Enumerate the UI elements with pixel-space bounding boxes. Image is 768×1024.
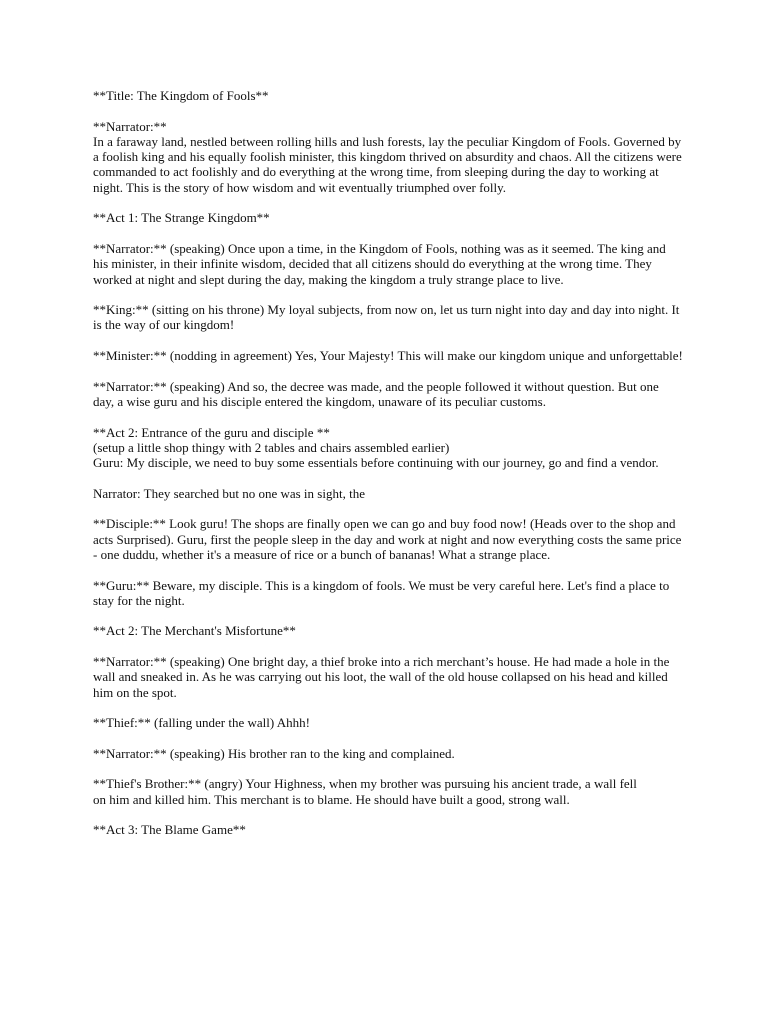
intro-narration: **Narrator:** In a faraway land, nestled between rolling hills and lush forests, lay the peculiar Kingdom of Fools. Governed by a foolish king and his equally foolish minister, this kingdom thrived on absurdity and chaos. All the citizens were commanded to act foolishly and do everything at the wrong time, from sleeping during the day to working at night. This is the story of how wisdom and wit eventually triumphed over folly.: [93, 118, 682, 195]
document-page: [93, 88, 683, 853]
script-line: **Guru:** Beware, my disciple. This is a kingdom of fools. We must be very careful here. Let's find a place to stay for the night.: [93, 577, 670, 608]
script-line: **Disciple:** Look guru! The shops are finally open we can go and buy food now! (Heads over to the shop and acts Surprised). Guru, first the people sleep in the day and work at night and now everything costs the same price - one duddu, whether it's a measure of rice or a bunch of bananas! What a strange place.: [93, 516, 682, 562]
script-line: **Narrator:** (speaking) His brother ran to the king and complained.: [93, 745, 455, 761]
script-line: **Thief's Brother:** (angry) Your Highness, when my brother was pursuing his ancient trade, a wall fell on him and killed him. This merchant is to blame. He should have built a good, strong wall.: [93, 776, 637, 807]
script-line: **Narrator:** (speaking) And so, the decree was made, and the people followed it without question. But one day, a wise guru and his disciple entered the kingdom, unaware of its peculiar customs.: [93, 378, 659, 409]
script-line: **Minister:** (nodding in agreement) Yes, Your Majesty! This will make our kingdom unique and unforgettable!: [93, 348, 683, 364]
act-heading: **Act 3: The Blame Game**: [93, 822, 246, 838]
script-title: **Title: The Kingdom of Fools**: [93, 88, 269, 103]
script-line: Narrator: They searched but no one was in sight, the: [93, 485, 365, 501]
act-heading-with-direction: **Act 2: Entrance of the guru and disciple ** (setup a little shop thingy with 2 tables and chairs assembled earlier) Guru: My disciple, we need to buy some essentials before continuing with our journey, go and find a vendor.: [93, 424, 659, 471]
script-line: **Narrator:** (speaking) Once upon a time, in the Kingdom of Fools, nothing was as it seemed. The king and his minister, in their infinite wisdom, decided that all citizens should do everything at the wrong time. They worked at night and slept during the day, making the kingdom a truly strange place to live.: [93, 240, 666, 287]
act-heading: **Act 2: The Merchant's Misfortune**: [93, 623, 296, 639]
act-heading: **Act 1: The Strange Kingdom**: [93, 210, 270, 226]
script-line: **King:** (sitting on his throne) My loyal subjects, from now on, let us turn night into day and day into night. It is the way of our kingdom!: [93, 302, 680, 333]
script-line: **Thief:** (falling under the wall) Ahhh!: [93, 715, 310, 731]
script-line: **Narrator:** (speaking) One bright day, a thief broke into a rich merchant’s house. He had made a hole in the wall and sneaked in. As he was carrying out his loot, the wall of the old house collapsed on his head and killed him on the spot.: [93, 653, 670, 700]
